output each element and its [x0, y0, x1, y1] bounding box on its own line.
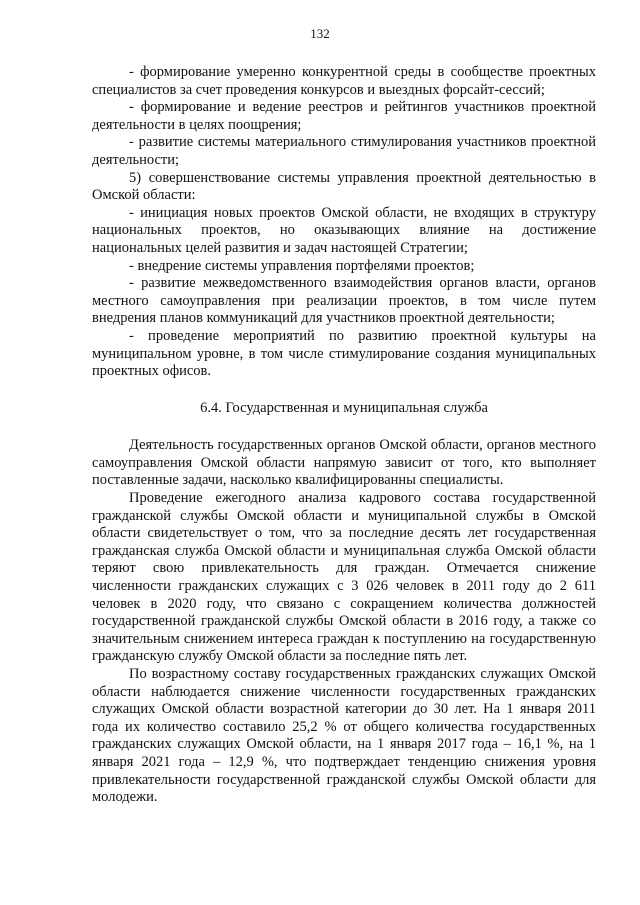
page-number: 132 — [310, 26, 330, 41]
section-paragraph: Проведение ежегодного анализа кадрового состава государственной гражданской службы Омской области и муниципальной службы в Омской области свидетельствует о том, что за последние десять лет государственная гражданская служба Омской области и муниципальная служба Омской области теряют свою привлекательность для граждан. Отмечается снижение численности гражданских служащих с 3 026 человек в 2011 году до 2 611 человек в 2020 году, что связано с сокращением количества должностей государственной гражданской службы Омской области в 2016 году, а также со значительным снижением интереса граждан к поступлению на государственную гражданскую службу Омской области за последние пять лет. — [92, 490, 596, 665]
paragraph: - проведение мероприятий по развитию проектной культуры на муниципальном уровне, в том числе стимулирование создания муниципальных проектных офисов. — [92, 327, 596, 380]
document-body — [92, 64, 596, 807]
section-paragraph: Деятельность государственных органов Омской области, органов местного самоуправления Омской области напрямую зависит от того, кто выполняет поставленные задачи, насколько квалифицированны специалисты. — [92, 437, 596, 489]
paragraph: - развитие системы материального стимулирования участников проектной деятельности; — [92, 134, 596, 168]
paragraph: - формирование умеренно конкурентной среды в сообществе проектных специалистов за счет проведения конкурсов и выездных форсайт-сессий; — [92, 64, 596, 98]
paragraph: - внедрение системы управления портфелями проектов; — [129, 257, 475, 274]
paragraph: - инициация новых проектов Омской области, не входящих в структуру национальных проектов, но оказывающих влияние на достижение национальных целей развития и задач настоящей Стратегии; — [92, 204, 596, 256]
paragraph: - развитие межведомственного взаимодействия органов власти, органов местного самоуправления при реализации проектов, в том числе путем внедрения планов коммуникаций для участников проектной деятельности; — [92, 275, 596, 327]
paragraph: 5) совершенствование системы управления проектной деятельностью в Омской области: — [92, 169, 596, 204]
paragraph: - формирование и ведение реестров и рейтингов участников проектной деятельности в целях поощрения; — [92, 99, 596, 133]
section-heading: 6.4. Государственная и муниципальная служба — [200, 399, 488, 416]
section-paragraph: По возрастному составу государственных гражданских служащих Омской области наблюдается снижение численности государственных гражданских служащих Омской области возрастной категории до 30 лет. На 1 января 2011 года их количество составило 25,2 % от общего количества государственных гражданских служащих Омской области, на 1 января 2017 года – 16,1 %, на 1 января 2021 года – 12,9 %, что подтверждает тенденцию снижения уровня привлекательности государственной гражданской службы Омской области для молодежи. — [92, 666, 596, 806]
